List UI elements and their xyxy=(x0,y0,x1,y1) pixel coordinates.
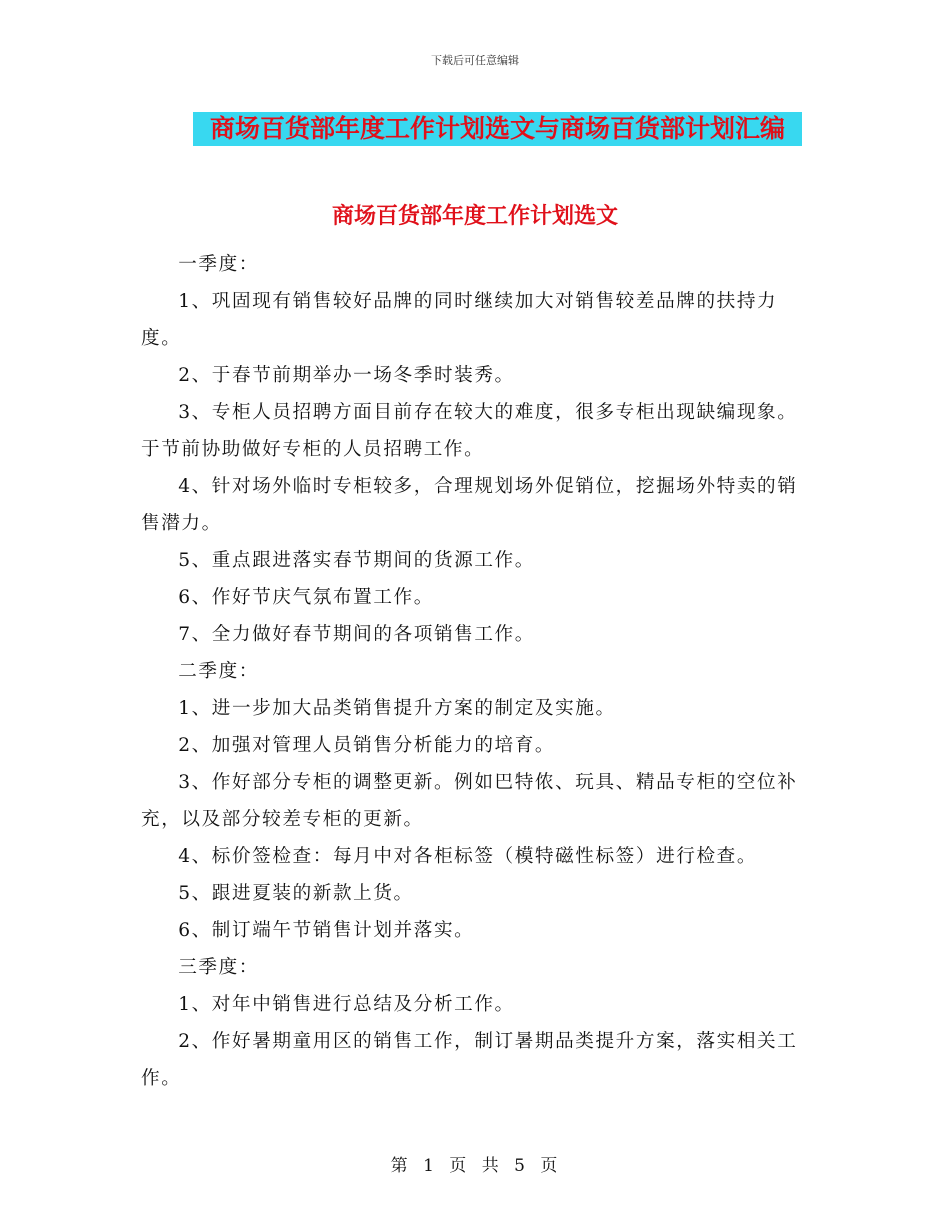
paragraph: 7、全力做好春节期间的各项销售工作。 xyxy=(178,624,535,645)
paragraph: 1、对年中销售进行总结及分析工作。 xyxy=(178,994,515,1015)
footer-page-number: 1 xyxy=(423,1156,436,1176)
paragraph: 2、加强对管理人员销售分析能力的培育。 xyxy=(178,735,556,756)
paragraph: 1、进一步加大品类销售提升方案的制定及实施。 xyxy=(178,698,616,719)
page-footer xyxy=(0,1151,950,1176)
paragraph: 6、制订端午节销售计划并落实。 xyxy=(178,920,475,941)
paragraph: 2、于春节前期举办一场冬季时装秀。 xyxy=(178,365,515,386)
main-title: 商场百货部年度工作计划选文与商场百货部计划汇编 xyxy=(193,112,802,146)
paragraph: 3、作好部分专柜的调整更新。例如巴特侬、玩具、精品专柜的空位补充，以及部分较差专柜的更新。 xyxy=(141,772,798,830)
document-body xyxy=(141,246,811,1097)
footer-total-pages: 5 xyxy=(514,1156,527,1176)
paragraph: 6、作好节庆气氛布置工作。 xyxy=(178,587,434,608)
header-note: 下载后可任意编辑 xyxy=(431,54,519,67)
sub-title: 商场百货部年度工作计划选文 xyxy=(331,204,618,229)
paragraph: 4、针对场外临时专柜较多，合理规划场外促销位，挖掘场外特卖的销售潜力。 xyxy=(141,476,798,534)
footer-page-label: 页 xyxy=(449,1156,469,1176)
paragraph: 4、标价签检查：每月中对各柜标签（模特磁性标签）进行检查。 xyxy=(178,846,758,867)
paragraph: 3、专柜人员招聘方面目前存在较大的难度，很多专柜出现缺编现象。于节前协助做好专柜的人员招聘工作。 xyxy=(141,402,798,460)
footer-total-label: 共 xyxy=(481,1156,501,1176)
paragraph: 2、作好暑期童用区的销售工作，制订暑期品类提升方案，落实相关工作。 xyxy=(141,1031,798,1089)
footer-prefix: 第 xyxy=(390,1156,410,1176)
paragraph: 1、巩固现有销售较好品牌的同时继续加大对销售较差品牌的扶持力度。 xyxy=(141,291,778,349)
paragraph: 5、重点跟进落实春节期间的货源工作。 xyxy=(178,550,535,571)
footer-suffix: 页 xyxy=(540,1156,560,1176)
section-heading-q2: 二季度： xyxy=(178,661,259,682)
section-heading-q1: 一季度： xyxy=(178,254,259,275)
paragraph: 5、跟进夏装的新款上货。 xyxy=(178,883,414,904)
section-heading-q3: 三季度： xyxy=(178,957,259,978)
